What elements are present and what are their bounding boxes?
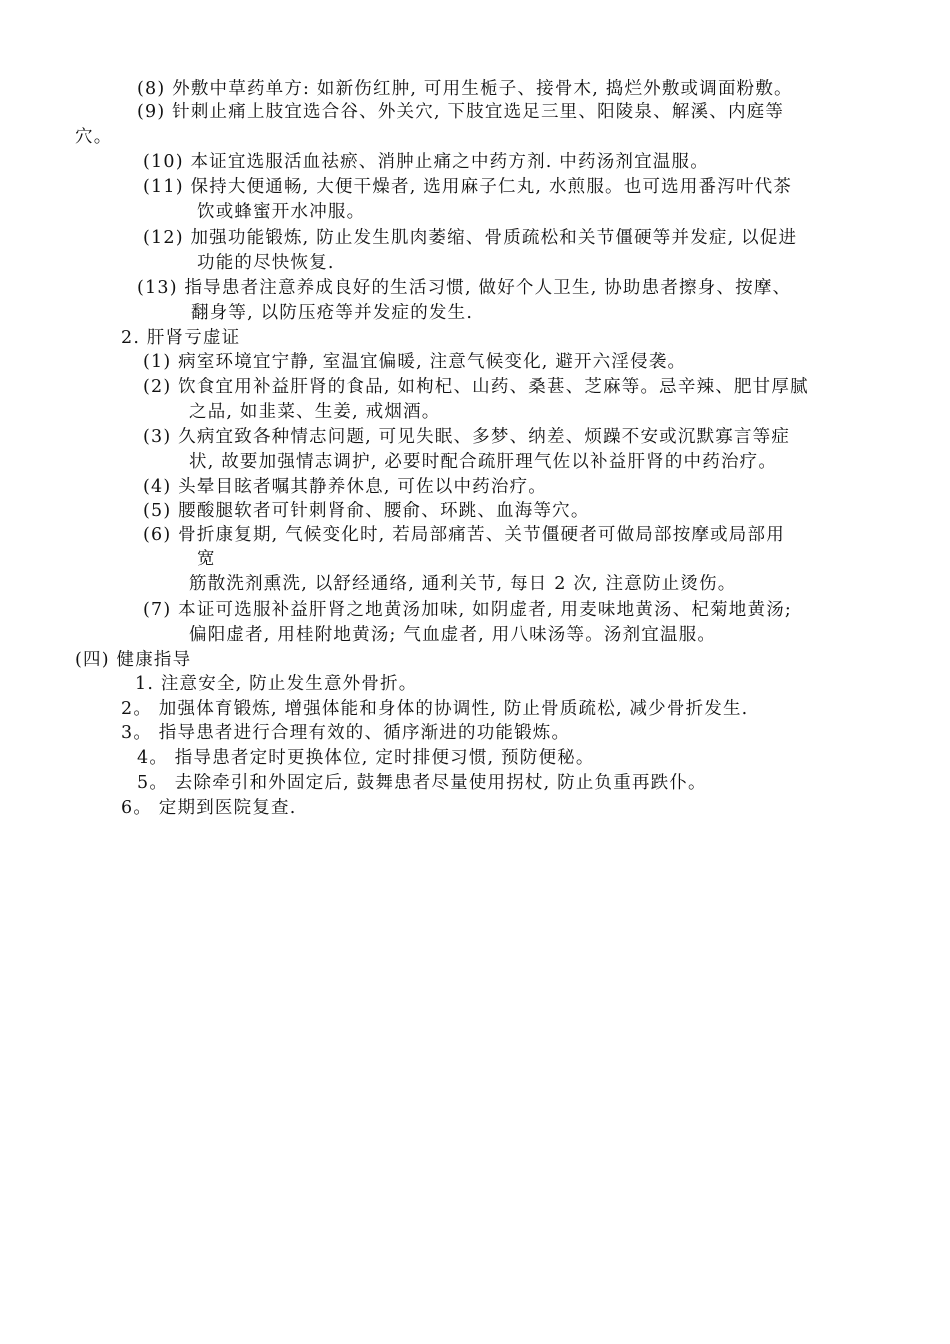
text-line: (5) 腰酸腿软者可针刺肾俞、腰俞、环跳、血海等穴。 bbox=[143, 501, 590, 521]
text-line: 穴。 bbox=[75, 127, 113, 147]
text-line: (3) 久病宜致各种情志问题, 可见失眠、多梦、纳差、烦躁不安或沉默寡言等症 bbox=[143, 427, 791, 447]
text-line: 6。 定期到医院复查. bbox=[121, 798, 297, 818]
text-line: (1) 病室环境宜宁静, 室温宜偏暖, 注意气候变化, 避开六淫侵袭。 bbox=[143, 352, 687, 372]
text-line: 偏阳虚者, 用桂附地黄汤; 气血虚者, 用八味汤等。汤剂宜温服。 bbox=[189, 625, 717, 645]
text-line: (4) 头晕目眩者嘱其静养休息, 可佐以中药治疗。 bbox=[143, 477, 547, 497]
text-line: 功能的尽快恢复. bbox=[197, 253, 335, 273]
text-line: (13) 指导患者注意养成良好的生活习惯, 做好个人卫生, 协助患者擦身、按摩、 bbox=[137, 278, 792, 298]
text-line: 饮或蜂蜜开水冲服。 bbox=[197, 202, 366, 222]
text-line: (10) 本证宜选服活血祛瘀、消肿止痛之中药方剂. 中药汤剂宜温服。 bbox=[143, 152, 709, 172]
text-line: 之品, 如韭菜、生姜, 戒烟酒。 bbox=[189, 402, 441, 422]
text-line: 3。 指导患者进行合理有效的、循序渐进的功能锻炼。 bbox=[121, 723, 571, 743]
text-line: 2。 加强体育锻炼, 增强体能和身体的协调性, 防止骨质疏松, 减少骨折发生. bbox=[121, 699, 749, 719]
text-line: (2) 饮食宜用补益肝肾的食品, 如枸杞、山药、桑葚、芝麻等。忌辛辣、肥甘厚腻 bbox=[143, 377, 809, 397]
text-line: (6) 骨折康复期, 气候变化时, 若局部痛苦、关节僵硬者可做局部按摩或局部用 bbox=[143, 525, 785, 545]
text-line: 筋散洗剂熏洗, 以舒经通络, 通利关节, 每日 2 次, 注意防止烫伤。 bbox=[189, 574, 737, 594]
text-line: (8) 外敷中草药单方: 如新伤红肿, 可用生栀子、接骨木, 捣烂外敷或调面粉敷。 bbox=[137, 79, 793, 99]
text-line: (11) 保持大便通畅, 大便干燥者, 选用麻子仁丸, 水煎服。也可选用番泻叶代茶 bbox=[143, 177, 793, 197]
section-heading: (四) 健康指导 bbox=[75, 650, 192, 670]
section-heading: 2. 肝肾亏虚证 bbox=[121, 328, 241, 348]
text-line: (7) 本证可选服补益肝肾之地黄汤加味, 如阴虚者, 用麦味地黄汤、杞菊地黄汤; bbox=[143, 600, 792, 620]
text-line: (12) 加强功能锻炼, 防止发生肌肉萎缩、骨质疏松和关节僵硬等并发症, 以促进 bbox=[143, 228, 798, 248]
text-line: 1. 注意安全, 防止发生意外骨折。 bbox=[135, 674, 418, 694]
text-line: 5。 去除牵引和外固定后, 鼓舞患者尽量使用拐杖, 防止负重再跌仆。 bbox=[137, 773, 707, 793]
text-line: (9) 针刺止痛上肢宜选合谷、外关穴, 下肢宜选足三里、阳陵泉、解溪、内庭等 bbox=[137, 102, 785, 122]
text-line: 翻身等, 以防压疮等并发症的发生. bbox=[191, 303, 474, 323]
text-line: 宽 bbox=[197, 549, 216, 569]
text-line: 4。 指导患者定时更换体位, 定时排便习惯, 预防便秘。 bbox=[137, 748, 595, 768]
text-line: 状, 故要加强情志调护, 必要时配合疏肝理气佐以补益肝肾的中药治疗。 bbox=[189, 452, 778, 472]
